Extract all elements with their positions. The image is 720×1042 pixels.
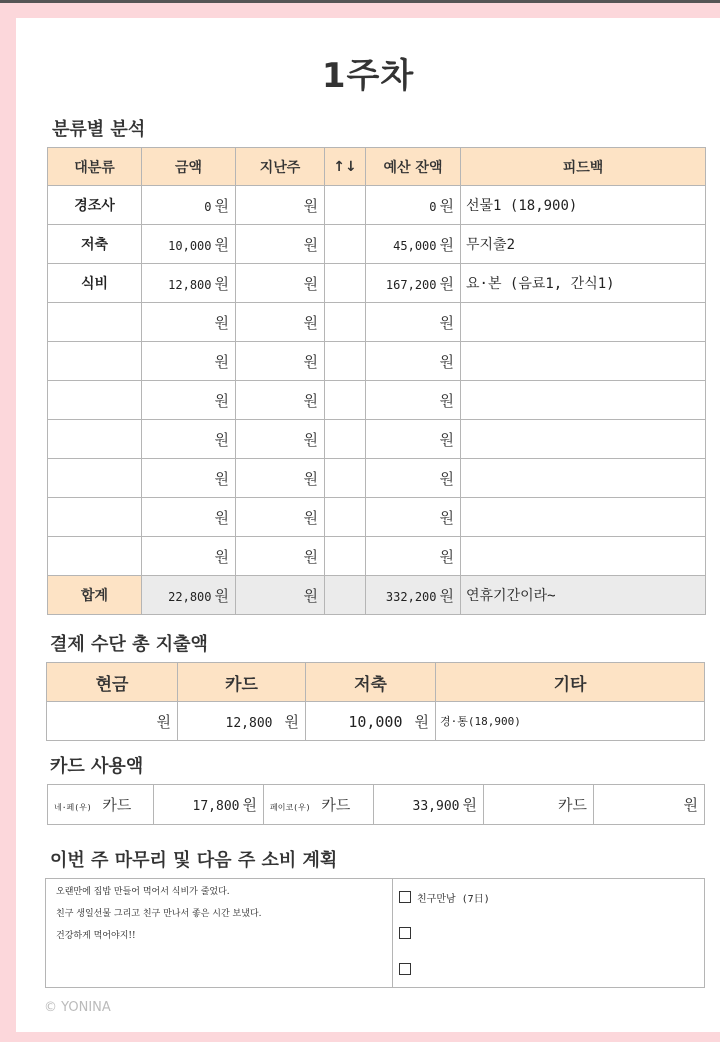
category-cell: [48, 498, 142, 537]
change-cell: [325, 381, 366, 420]
category-cell: 식비: [48, 264, 142, 303]
category-cell: [48, 459, 142, 498]
unit-label: 원: [214, 586, 229, 605]
last-week-cell: [236, 420, 325, 459]
unit-label: 원: [214, 430, 229, 449]
top-edge: [0, 0, 720, 3]
category-analysis-table: [47, 147, 706, 615]
category-cell: 경조사: [48, 186, 142, 225]
card-3-amount: 원: [594, 785, 705, 825]
table-row: [48, 498, 706, 537]
feedback-cell: [461, 342, 706, 381]
checkbox-icon[interactable]: [399, 891, 411, 903]
table-row: [48, 381, 706, 420]
checkbox-icon[interactable]: [399, 927, 411, 939]
unit-label: 원: [214, 469, 229, 488]
budget-left-cell: [366, 381, 461, 420]
budget-left-cell: [366, 576, 461, 615]
category-cell: [48, 420, 142, 459]
unit-label: 원: [214, 274, 229, 293]
card-2-amount: 33,900 원: [374, 785, 484, 825]
table-header-row: [48, 148, 706, 186]
unit-label: 원: [214, 391, 229, 410]
note-line: 친구 생일선물 그리고 친구 만나서 좋은 시간 보냈다.: [56, 909, 262, 919]
table-row: [48, 459, 706, 498]
budget-left-cell-value: 0: [429, 199, 437, 214]
budget-left-cell-value: 167,200: [385, 277, 437, 292]
change-cell: [325, 459, 366, 498]
feedback-cell: 선물1 (18,900): [461, 186, 706, 225]
change-cell: [325, 225, 366, 264]
feedback-cell: [461, 459, 706, 498]
table-row: [48, 225, 706, 264]
total-row: [48, 576, 706, 615]
unit-label: 원: [303, 586, 318, 605]
unit-label: 원: [214, 313, 229, 332]
other-total: 경·통(18,900): [436, 702, 705, 741]
last-week-cell: [236, 576, 325, 615]
unit-label: 원: [439, 391, 454, 410]
unit-label: 원: [439, 274, 454, 293]
header-cash: 현금: [47, 663, 178, 702]
amount-cell: [142, 537, 236, 576]
last-week-cell: [236, 186, 325, 225]
change-cell: [325, 420, 366, 459]
note-line: 오랜만에 집밥 만들어 먹어서 식비가 줄었다.: [56, 887, 230, 897]
change-cell: [325, 498, 366, 537]
amount-cell: [142, 459, 236, 498]
unit-label: 원: [214, 196, 229, 215]
last-week-cell: [236, 498, 325, 537]
budget-left-cell-value: 45,000: [393, 238, 437, 253]
unit-label: 원: [439, 508, 454, 527]
header-last-week: 지난주: [236, 148, 325, 186]
table-row: [48, 186, 706, 225]
unit-label: 원: [439, 469, 454, 488]
table-row: [48, 303, 706, 342]
last-week-cell: [236, 342, 325, 381]
category-cell: [48, 342, 142, 381]
feedback-cell: 요·본 (음료1, 간식1): [461, 264, 706, 303]
unit-label: 원: [303, 508, 318, 527]
cash-total: 원: [47, 702, 178, 741]
header-card: 카드: [178, 663, 306, 702]
section-title-card: 카드 사용액: [50, 756, 144, 777]
last-week-cell: [236, 225, 325, 264]
last-week-cell: [236, 264, 325, 303]
budget-left-cell: [366, 498, 461, 537]
payment-method-table: [46, 662, 705, 741]
card-2-label-cell: 페이코(우) 카드: [264, 785, 374, 825]
card-total: 12,800 원: [178, 702, 306, 741]
section-title-plan: 이번 주 마무리 및 다음 주 소비 계획: [50, 850, 338, 871]
last-week-cell: [236, 459, 325, 498]
unit-label: 원: [214, 235, 229, 254]
checklist-item[interactable]: [393, 915, 704, 951]
unit-label: 원: [439, 352, 454, 371]
unit-label: 원: [214, 352, 229, 371]
amount-cell: [142, 225, 236, 264]
category-cell: 합계: [48, 576, 142, 615]
unit-label: 원: [439, 196, 454, 215]
change-cell: [325, 576, 366, 615]
budget-left-cell: [366, 225, 461, 264]
planner-sheet: [16, 18, 720, 1032]
section-title-analysis: 분류별 분석: [52, 119, 146, 140]
last-week-cell: [236, 303, 325, 342]
budget-left-cell: [366, 459, 461, 498]
unit-label: 원: [439, 430, 454, 449]
feedback-cell: [461, 303, 706, 342]
unit-label: 원: [303, 547, 318, 566]
page-title: 1주차: [321, 56, 415, 96]
note-line: 건강하게 먹어야지!!: [56, 931, 136, 941]
header-budget-left: 예산 잔액: [366, 148, 461, 186]
card-1-label-cell: 네·페(우) 카드: [48, 785, 154, 825]
budget-left-cell: [366, 264, 461, 303]
change-cell: [325, 264, 366, 303]
budget-left-cell: [366, 342, 461, 381]
weekly-plan-table: [45, 878, 705, 988]
feedback-cell: 무지출2: [461, 225, 706, 264]
amount-cell: [142, 186, 236, 225]
amount-cell-value: 12,800: [168, 277, 212, 292]
budget-left-cell: [366, 537, 461, 576]
checklist-item[interactable]: 친구만남 (7日): [393, 879, 704, 915]
table-row: [48, 342, 706, 381]
unit-label: 원: [303, 430, 318, 449]
amount-cell: [142, 303, 236, 342]
category-cell: [48, 303, 142, 342]
unit-label: 원: [303, 274, 318, 293]
change-cell: [325, 342, 366, 381]
unit-label: 원: [439, 586, 454, 605]
category-cell: [48, 381, 142, 420]
card-usage-table: [47, 784, 705, 825]
change-cell: [325, 186, 366, 225]
section-title-payment: 결제 수단 총 지출액: [50, 634, 208, 655]
unit-label: 원: [439, 235, 454, 254]
amount-cell-value: 10,000: [168, 238, 212, 253]
category-cell: 저축: [48, 225, 142, 264]
unit-label: 원: [303, 313, 318, 332]
unit-label: 원: [439, 547, 454, 566]
header-amount: 금액: [142, 148, 236, 186]
weekly-notes: [46, 879, 393, 988]
unit-label: 원: [303, 391, 318, 410]
feedback-cell: [461, 537, 706, 576]
unit-label: 원: [439, 313, 454, 332]
header-change: ↑↓: [325, 148, 366, 186]
checklist-item[interactable]: [393, 951, 704, 987]
amount-cell: [142, 420, 236, 459]
card-1-amount: 17,800 원: [154, 785, 264, 825]
budget-left-cell-value: 332,200: [385, 589, 437, 604]
last-week-cell: [236, 381, 325, 420]
feedback-cell: 연휴기간이라~: [461, 576, 706, 615]
next-week-checklist: [393, 879, 705, 988]
change-cell: [325, 537, 366, 576]
header-savings: 저축: [306, 663, 436, 702]
budget-left-cell: [366, 186, 461, 225]
amount-cell-value: 0: [204, 199, 212, 214]
copyright-footer: © YONINA: [44, 1000, 111, 1015]
header-feedback: 피드백: [461, 148, 706, 186]
header-other: 기타: [436, 663, 705, 702]
budget-left-cell: [366, 420, 461, 459]
unit-label: 원: [214, 547, 229, 566]
category-cell: [48, 537, 142, 576]
unit-label: 원: [303, 352, 318, 371]
amount-cell: [142, 264, 236, 303]
card-3-label-cell: 카드: [484, 785, 594, 825]
amount-cell-value: 22,800: [168, 589, 212, 604]
unit-label: 원: [303, 235, 318, 254]
unit-label: 원: [303, 196, 318, 215]
unit-label: 원: [214, 508, 229, 527]
savings-total: 10,000 원: [306, 702, 436, 741]
header-category: 대분류: [48, 148, 142, 186]
unit-label: 원: [303, 469, 318, 488]
feedback-cell: [461, 498, 706, 537]
feedback-cell: [461, 381, 706, 420]
feedback-cell: [461, 420, 706, 459]
change-cell: [325, 303, 366, 342]
amount-cell: [142, 498, 236, 537]
table-row: [48, 537, 706, 576]
last-week-cell: [236, 537, 325, 576]
amount-cell: [142, 381, 236, 420]
checkbox-icon[interactable]: [399, 963, 411, 975]
amount-cell: [142, 576, 236, 615]
table-row: [48, 420, 706, 459]
amount-cell: [142, 342, 236, 381]
budget-left-cell: [366, 303, 461, 342]
table-row: [48, 264, 706, 303]
